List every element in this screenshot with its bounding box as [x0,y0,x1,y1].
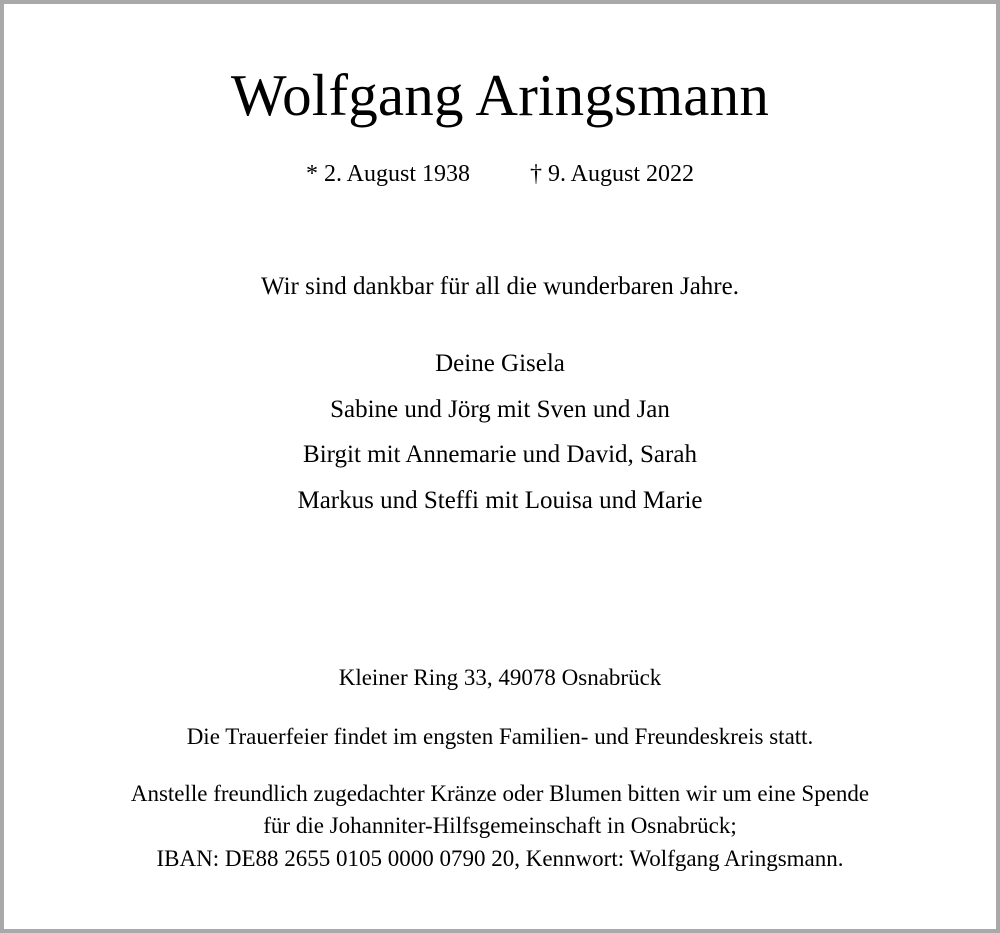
mourner-line: Deine Gisela [435,350,565,377]
donation-line: IBAN: DE88 2655 0105 0000 0790 20, Kennwort: Wolfgang Aringsmann. [156,846,844,871]
mourner-line: Markus und Steffi mit Louisa und Marie [297,487,703,514]
memorial-quote: Wir sind dankbar für all die wunderbaren Jahre. [261,273,739,300]
deceased-name: Wolfgang Aringsmann [230,62,770,128]
funeral-notice: Die Trauerfeier findet im engsten Familien- und Freundeskreis statt. [186,724,814,749]
donation-line: Anstelle freundlich zugedachter Kränze oder Blumen bitten wir um eine Spende [130,781,870,806]
mourner-line: Sabine und Jörg mit Sven und Jan [330,396,670,423]
mourner-line: Birgit mit Annemarie und David, Sarah [303,441,697,468]
life-dates [4,162,996,186]
family-address: Kleiner Ring 33, 49078 Osnabrück [338,665,662,690]
donation-line: für die Johanniter-Hilfsgemeinschaft in Osnabrück; [263,813,737,838]
birth-date: * 2. August 1938 [305,161,470,187]
death-date: † 9. August 2022 [530,161,695,187]
